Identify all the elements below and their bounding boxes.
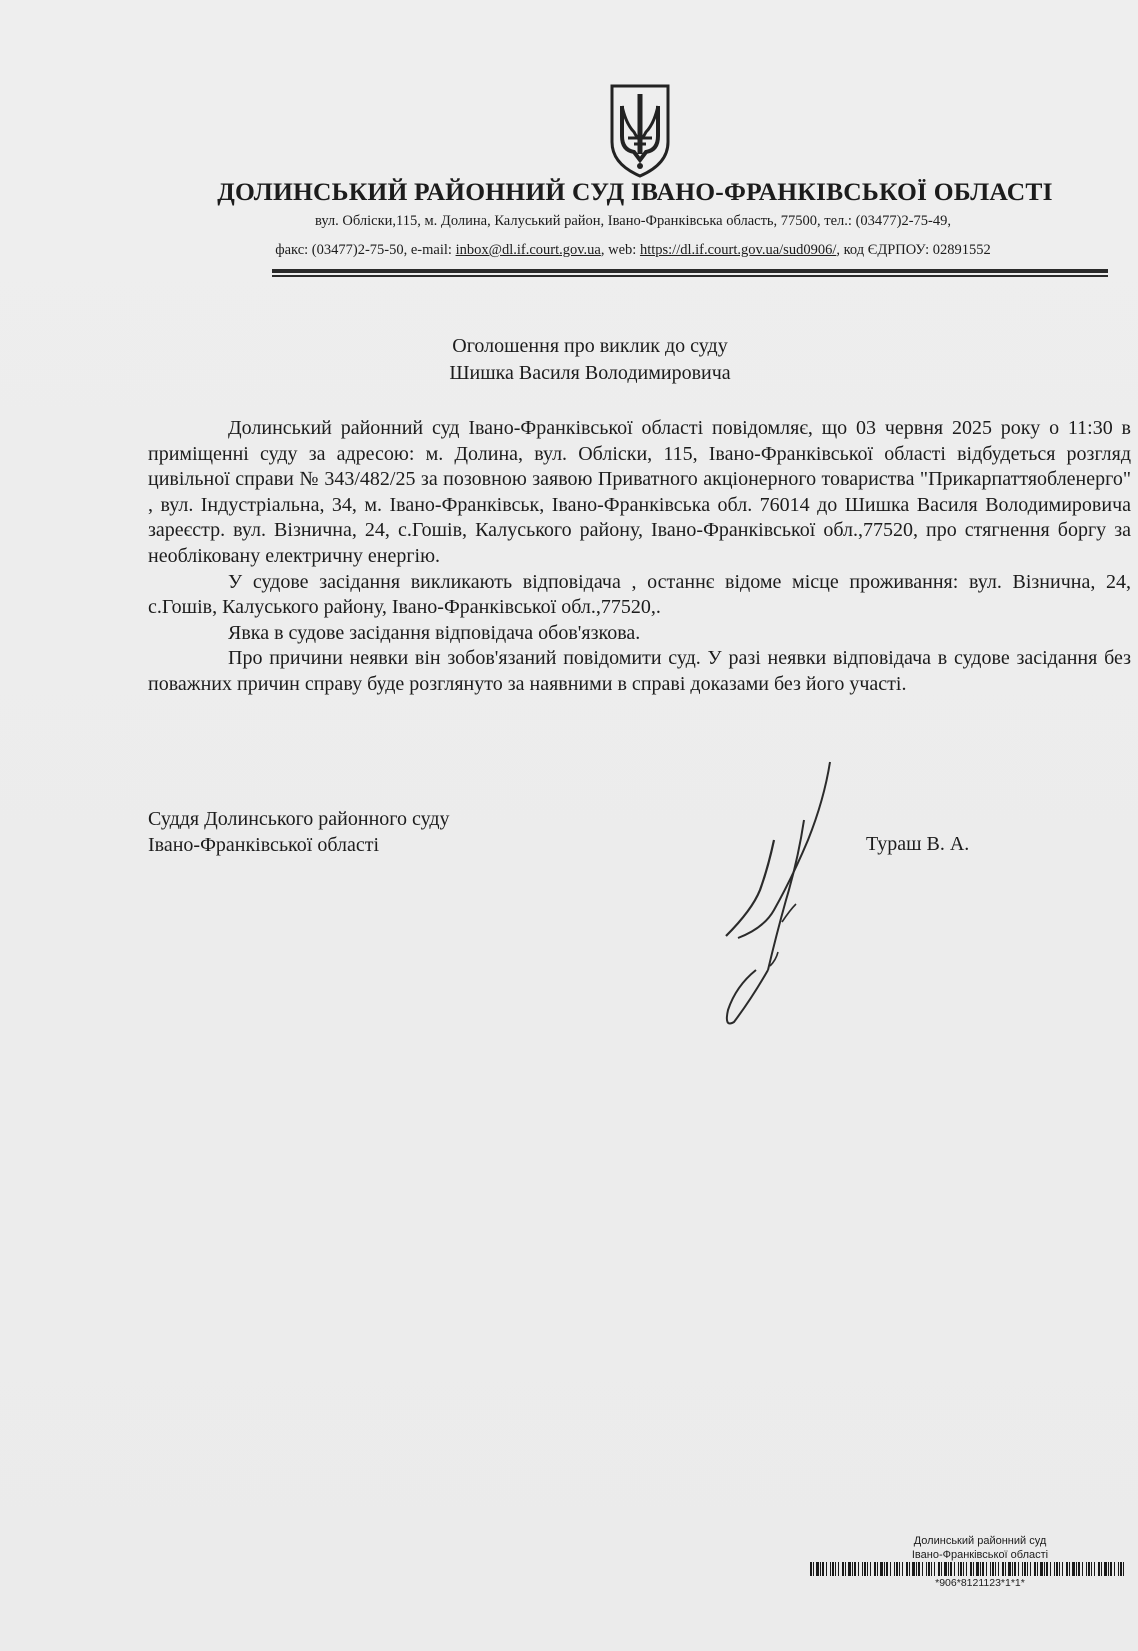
- barcode-number: *906*8121123*1*1*: [935, 1577, 1025, 1589]
- barcode-icon: [810, 1562, 1128, 1576]
- paragraph-summons: У судове засідання викликають відповідача , останнє відоме місце проживання: вул. Візнична, 24, с.Гошів, Калуського району, Івано-Франківської обл.,77520,.: [148, 570, 1131, 619]
- judge-name: Тураш В. А.: [866, 833, 970, 855]
- notice-person-name: Шишка Василя Володимировича: [449, 362, 731, 384]
- web-prefix: , web:: [600, 242, 640, 258]
- court-contacts-line: [150, 242, 1116, 259]
- paragraph-hearing: Долинський районний суд Івано-Франківської області повідомляє, що 03 червня 2025 року о 11:30 в приміщенні суду за адресою: м. Долина, вул. Обліски, 115, Івано-Франківської області відбудеться розгляд цивільної справи № 343/482/25 за позовною заявою Приватного акціонерного товариства "Прикарпаттяобленерго" , вул. Індустріальна, 34, м. Івано-Франківськ, Івано-Франківська обл. 76014 до Шишка Василя Володимировича зареєстр. вул. Візнична, 24, с.Гошів, Калуського району, Івано-Франківської обл.,77520, про стягнення боргу за необліковану електричну енергію.: [148, 417, 1131, 567]
- fax-text: факс: (03477)2-75-50, e-mail:: [275, 242, 456, 258]
- notice-body: [148, 416, 1131, 698]
- notice-title: Оголошення про виклик до суду: [452, 335, 728, 357]
- handwritten-signature-icon: [712, 760, 892, 1030]
- judge-title-line2: Івано-Франківської області: [148, 834, 380, 856]
- edrpou-code: , код ЄДРПОУ: 02891552: [836, 242, 991, 258]
- judge-title-line1: Суддя Долинського районного суду: [148, 808, 450, 830]
- court-address-line: вул. Обліски,115, м. Долина, Калуський район, Івано-Франківська область, 77500, тел.: (03477)2-75-49,: [314, 213, 952, 229]
- registry-stamp-region: Івано-Франківської області: [911, 1549, 1049, 1561]
- judge-title: [148, 806, 450, 858]
- header-divider-thick: [272, 269, 1108, 273]
- paragraph-attendance: Явка в судове засідання відповідача обов'язкова.: [228, 621, 641, 644]
- paragraph-consequences: Про причини неявки він зобов'язаний повідомити суд. У разі неявки відповідача в судове засідання без поважних причин справу буде розглянуто за наявними в справі доказами без його участі.: [148, 647, 1131, 695]
- court-name-heading: ДОЛИНСЬКИЙ РАЙОННИЙ СУД ІВАНО-ФРАНКІВСЬКОЇ ОБЛАСТІ: [217, 177, 1053, 206]
- registry-stamp-court: Долинський районний суд: [913, 1535, 1047, 1547]
- trident-emblem-icon: [606, 80, 674, 180]
- email-link[interactable]: inbox@dl.if.court.gov.ua: [455, 242, 601, 258]
- website-link[interactable]: https://dl.if.court.gov.ua/sud0906/: [639, 242, 837, 258]
- header-divider-thin: [272, 275, 1108, 277]
